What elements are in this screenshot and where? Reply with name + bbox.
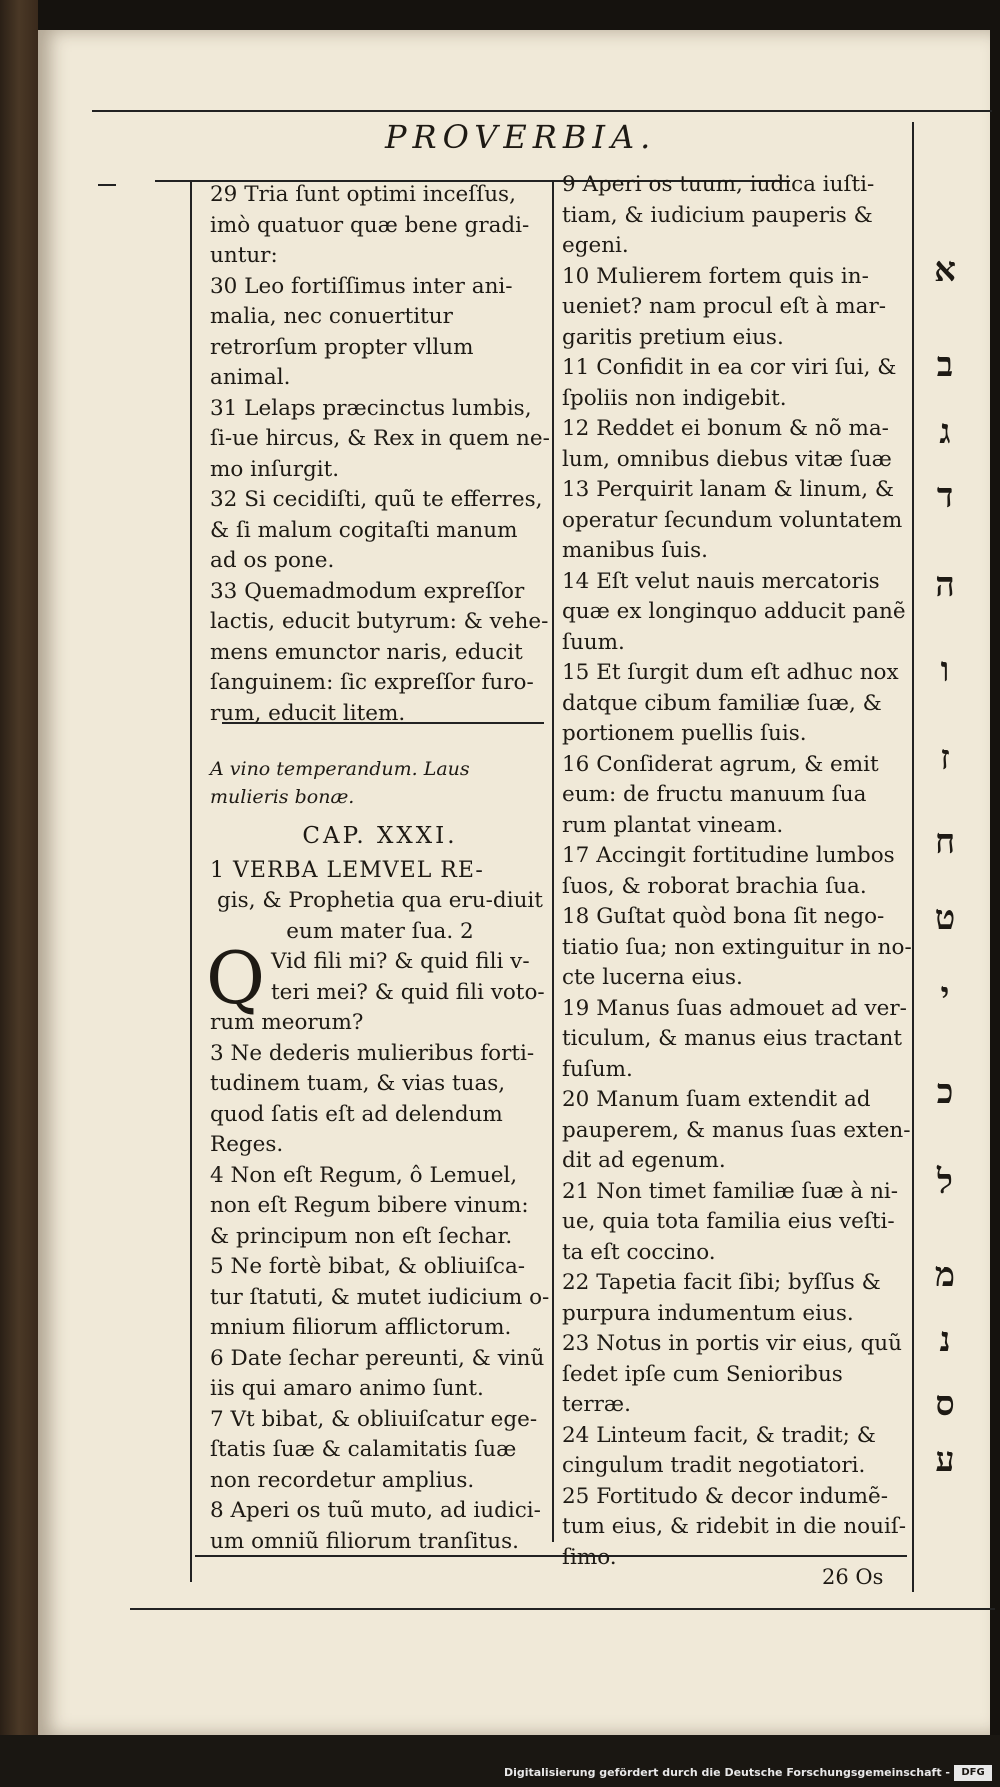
verse1-continuation: gis, & Prophetia qua eru-diuit eum mater ſua. 2 [217, 888, 543, 944]
hebrew-margin-letter: ח [934, 822, 956, 862]
left-margin-rule [190, 182, 192, 1582]
footer-bar [0, 1735, 1000, 1787]
verse-paragraph: 22 Tapetia facit ſibi; byſſus & purpura indumentum eius. [562, 1270, 881, 1326]
bottom-rule [130, 1608, 995, 1610]
verse1-heading: 1 VERBA LEMVEL RE- [210, 857, 484, 883]
drop-cap-initial: Q [206, 936, 266, 1020]
verse-paragraph: 9 Aperi os tuum, iudica iuſti-tiam, & iudicium pauperis & egeni. [562, 172, 875, 258]
top-rule [92, 110, 992, 112]
hebrew-margin-letter: ו [940, 650, 950, 690]
hebrew-margin-letter: ז [940, 738, 950, 778]
verse-paragraph: 23 Notus in portis vir eius, quũ ſedet ipſe cum Senioribus terræ. [562, 1331, 902, 1417]
catchword: 26 Os [822, 1565, 884, 1589]
verse-paragraph: 29 Tria ſunt optimi inceſſus, imò quatuor quæ bene gradi-untur: [210, 182, 530, 268]
verse2-paragraph [206, 936, 550, 1039]
verse-paragraph: 11 Confidit in ea cor viri ſui, & ſpoliis non indigebit. [562, 355, 897, 411]
verse-paragraph: 32 Si cecidiſti, quũ te efferres, & ſi malum cogitaſti manum ad os pone. [210, 487, 543, 573]
verse-paragraph: 16 Conſiderat agrum, & emit eum: de fructu manuum ſua rum plantat vineam. [562, 751, 879, 838]
running-head: PROVERBIA. [385, 118, 657, 156]
book-spine [0, 0, 38, 1787]
verse-paragraph: 20 Manum ſuam extendit ad pauperem, & manus ſuas exten-dit ad egenum. [562, 1087, 911, 1173]
verse-paragraph: 14 Eſt velut nauis mercatoris quæ ex longinquo adducit panẽ ſuum. [562, 568, 906, 655]
verse-paragraph: 18 Guſtat quòd bona ſit nego-tiatio ſua; non extinguitur in no-cte lucerna eius. [562, 904, 912, 990]
hebrew-margin-letter: ד [936, 476, 954, 516]
verse-paragraph: 24 Linteum facit, & tradit; & cingulum tradit negotiatori. [562, 1422, 876, 1478]
verse-paragraph: 21 Non timet familiæ ſuæ à ni-ue, quia tota familia eius veſti-ta eſt coccino. [562, 1178, 899, 1265]
hebrew-margin-letter: י [940, 975, 950, 1015]
right-column [562, 170, 914, 1573]
verse-paragraph: 13 Perquirit lanam & linum, & operatur ſecundum voluntatem manibus ſuis. [562, 477, 903, 563]
hebrew-margin-letter: א [934, 250, 956, 290]
chapter-summary: A vino temperandum. Laus mulieris bonæ. [210, 758, 470, 808]
verse-paragraph: 33 Quemadmodum expreſſor lactis, educit butyrum: & vehe-mens emunctor naris, educit ſanguinem: ſic expreſſor furo-rum, educit litem. [210, 578, 549, 726]
verse-paragraph: 5 Ne fortè bibat, & obliuiſca-tur ſtatuti, & mutet iudicium o-mnium filiorum afflictorum. [210, 1254, 550, 1340]
verse-paragraph: 30 Leo fortiſſimus inter ani-malia, nec conuertitur retrorſum propter vllum animal. [210, 273, 513, 390]
verse-paragraph: 12 Reddet ei bonum & nõ ma-lum, omnibus diebus vitæ ſuæ [562, 416, 892, 472]
verse-paragraph: 6 Date ſechar pereunti, & vinũ iis qui amaro animo ſunt. [210, 1345, 545, 1401]
verse-paragraph: 15 Et ſurgit dum eſt adhuc nox datque cibum familiæ ſuæ, & portionem puellis ſuis. [562, 660, 899, 746]
verse-paragraph: 7 Vt bibat, & obliuiſcatur ege-ſtatis ſuæ & calamitatis ſuæ non recordetur amplius. [210, 1406, 538, 1493]
hebrew-margin-letter: ה [935, 565, 955, 605]
verse-paragraph: 8 Aperi os tuũ muto, ad iudici-um omniũ filiorum tranſitus. [210, 1498, 541, 1554]
digitization-credit: Digitalisierung gefördert durch die Deutsche Forschungsgemeinschaft - [503, 1766, 950, 1779]
left-column [206, 180, 550, 1557]
gutter-rule [552, 182, 554, 1542]
verse2-text: Vid fili mi? & quid fili v-teri mei? & quid fili voto-rum meorum? [210, 949, 545, 1035]
verse-paragraph: 25 Fortitudo & decor indumẽ-tum eius, & ridebit in die nouiſ-ſimo. [562, 1483, 907, 1570]
hebrew-margin-letter: ט [934, 898, 956, 938]
margin-mark [98, 184, 116, 186]
verse-paragraph: 31 Lelaps præcinctus lumbis, ſi-ue hircus, & Rex in quem ne-mo inſurgit. [210, 395, 550, 482]
verse-paragraph: 19 Manus ſuas admouet ad ver-ticulum, & manus eius tractant fuſum. [562, 995, 907, 1082]
verse-paragraph: 4 Non eſt Regum, ô Lemuel, non eſt Regum bibere vinum: & principum non eſt ſechar. [210, 1162, 529, 1249]
verse-paragraph: 3 Ne dederis mulieribus forti-tudinem tuam, & vias tuas, quod ſatis eſt ad delendum Reges. [210, 1040, 535, 1157]
hebrew-margin-letter: כ [936, 1072, 954, 1112]
hebrew-margin-letter: ס [935, 1384, 955, 1424]
hebrew-margin-letter: נ [939, 1320, 951, 1360]
hebrew-margin-letter: ל [937, 1162, 953, 1202]
verse-paragraph: 10 Mulierem fortem quis in-ueniet? nam procul eſt à mar-garitis pretium eius. [562, 263, 887, 350]
dfg-logo: DFG [954, 1765, 992, 1781]
hebrew-margin-letter: ג [939, 412, 951, 452]
chapter-label: CAP. XXXI. [302, 823, 458, 849]
hebrew-margin-letter: ב [936, 345, 954, 385]
verse-paragraph: 17 Accingit fortitudine lumbos ſuos, & roborat brachia ſua. [562, 843, 895, 899]
hebrew-margin-letter: מ [934, 1255, 956, 1295]
hebrew-margin-letter: ע [935, 1440, 955, 1480]
